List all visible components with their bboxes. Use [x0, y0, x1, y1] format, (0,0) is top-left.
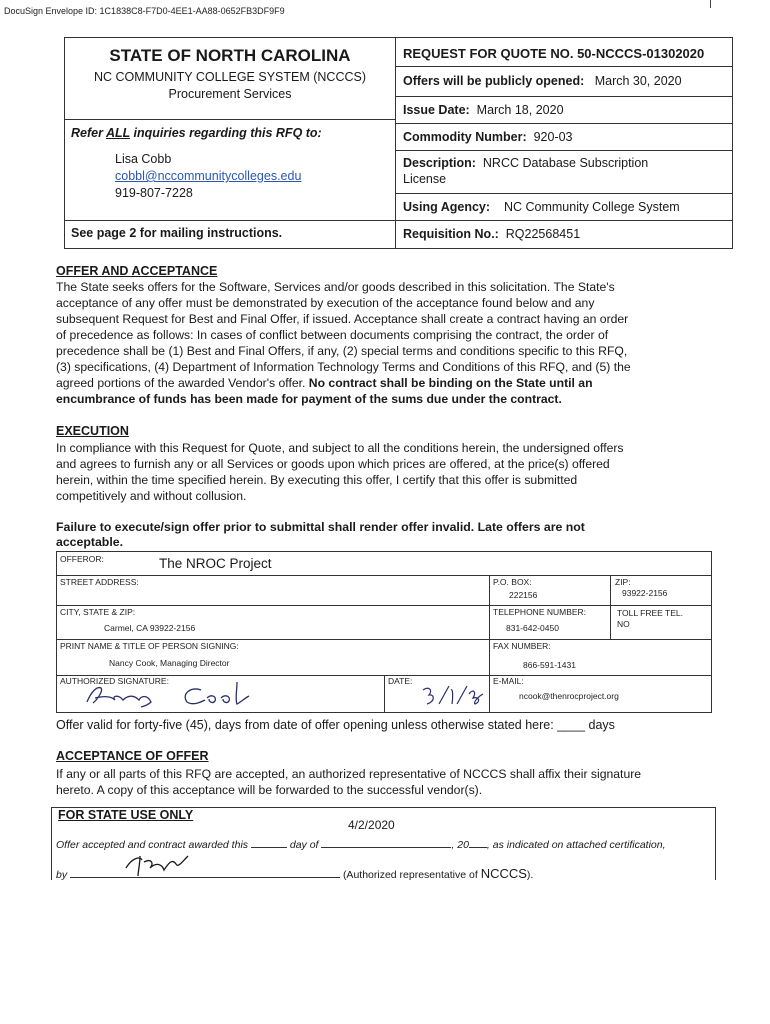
text-line: hereto. A copy of this acceptance will be forwarded to the successful vendor(s).	[56, 783, 483, 797]
header-line	[395, 96, 732, 97]
offer-acceptance-heading: OFFER AND ACCEPTANCE	[56, 264, 218, 278]
pobox-label: P.O. BOX:	[493, 577, 532, 587]
field-label: Using Agency:	[403, 200, 491, 214]
table-line	[57, 605, 711, 606]
field-label: Issue Date:	[403, 103, 470, 117]
signature-date-image[interactable]	[419, 680, 487, 710]
table-line	[57, 575, 711, 576]
description	[403, 156, 648, 170]
field-label: Description:	[403, 156, 476, 170]
auth-text: (Authorized representative of	[342, 869, 481, 881]
acceptance-text	[56, 766, 641, 798]
email-value[interactable]: ncook@thenrocproject.org	[519, 691, 619, 701]
refer-all: ALL	[105, 126, 131, 140]
telephone-value[interactable]: 831-642-0450	[506, 623, 559, 633]
corner-mark	[710, 0, 711, 8]
header-divider	[395, 38, 396, 248]
contact-name: Lisa Cobb	[115, 152, 172, 166]
fax-label: FAX NUMBER:	[493, 641, 551, 651]
refer-text: inquiries regarding this RFQ to:	[130, 126, 322, 140]
email-label: E-MAIL:	[493, 676, 524, 686]
field-label: Requisition No.:	[403, 227, 499, 241]
street-label: STREET ADDRESS:	[60, 577, 139, 587]
offer-validity	[56, 718, 615, 732]
text-line: precedence shall be (1) Best and Final Offers, if any, (2) special terms and conditions specific to this RFQ,	[56, 344, 628, 358]
offeror-name[interactable]: The NROC Project	[159, 556, 272, 571]
description-cont: License	[403, 172, 447, 186]
text-span: agreed portions of the awarded Vendor's offer.	[56, 376, 309, 390]
header-line	[395, 193, 732, 194]
city-label: CITY, STATE & ZIP:	[60, 607, 136, 617]
header-line	[65, 220, 395, 221]
header-line	[395, 123, 732, 124]
refer-inquiries	[71, 126, 322, 140]
by-line	[56, 866, 533, 881]
field-label: Offers will be publicly opened:	[403, 74, 585, 88]
text-line	[56, 375, 704, 391]
state-use-box	[51, 807, 716, 880]
award-text: , 20	[451, 839, 469, 851]
field-value: NRCC Database Subscription	[482, 156, 649, 170]
acceptance-date[interactable]: 4/2/2020	[348, 818, 395, 832]
table-line	[610, 575, 611, 639]
field-value: March 18, 2020	[476, 103, 564, 117]
validity-text: Offer valid for forty-five (45), days from date of offer opening unless otherwise stated here:	[56, 718, 554, 732]
telephone-label: TELEPHONE NUMBER:	[493, 607, 587, 617]
text-bold: No contract shall be binding on the State until an	[308, 376, 593, 390]
table-line	[489, 575, 490, 712]
city-value[interactable]: Carmel, CA 93922-2156	[104, 623, 196, 633]
award-year-blank[interactable]	[469, 847, 487, 848]
state-title: STATE OF NORTH CAROLINA	[109, 46, 351, 65]
print-name-value[interactable]: Nancy Cook, Managing Director	[109, 658, 230, 668]
auth-org: NCCCS	[480, 866, 527, 881]
text-line: acceptance of any offer must be demonstrated by execution of the acceptance found below and any	[56, 296, 595, 310]
text-line: (3) specifications, (4) Department of Information Technology Terms and Conditions of this RFQ, and (5) the	[56, 360, 631, 374]
validity-days-blank[interactable]: ____	[557, 718, 586, 732]
zip-value[interactable]: 93922-2156	[622, 588, 668, 598]
text-line: of precedence as follows: In cases of conflict between documents comprising the contract, the order of	[56, 328, 609, 342]
tollfree-label: TOLL FREE TEL.	[617, 608, 683, 618]
header-line	[395, 150, 732, 151]
award-month-blank[interactable]	[321, 847, 451, 848]
print-name-label: PRINT NAME & TITLE OF PERSON SIGNING:	[60, 641, 239, 651]
signature-image[interactable]	[81, 676, 271, 710]
zip-label: ZIP:	[615, 577, 631, 587]
acceptance-heading: ACCEPTANCE OF OFFER	[56, 749, 209, 763]
award-text: Offer accepted and contract awarded this	[56, 839, 249, 851]
mailing-instructions: See page 2 for mailing instructions.	[71, 226, 283, 240]
header-line	[395, 220, 732, 221]
auth-text: ).	[526, 869, 534, 881]
refer-text: Refer	[71, 126, 106, 140]
table-line	[384, 675, 385, 712]
fax-value[interactable]: 866-591-1431	[523, 660, 576, 670]
field-value: 920-03	[533, 130, 573, 144]
header-line	[65, 119, 395, 120]
award-text: day of	[289, 839, 319, 851]
system-name: NC COMMUNITY COLLEGE SYSTEM (NCCCS)	[93, 70, 366, 84]
contact-email-link[interactable]: cobbl@nccommunitycolleges.edu	[115, 169, 302, 183]
requisition-number	[403, 227, 580, 241]
failure-warning-cont: acceptable.	[56, 535, 123, 549]
department-name: Procurement Services	[168, 87, 292, 101]
rfq-number: REQUEST FOR QUOTE NO. 50-NCCCS-01302020	[403, 46, 705, 61]
authorized-signature-blank[interactable]	[70, 877, 340, 878]
offeror-table	[56, 551, 712, 713]
rfq-header-box	[64, 37, 733, 249]
header-line	[395, 66, 732, 67]
issue-date	[403, 103, 564, 117]
field-label: Commodity Number:	[403, 130, 527, 144]
text-line: The State seeks offers for the Software, Services and/or goods described in this solicitation. The State's	[56, 280, 615, 294]
failure-warning: Failure to execute/sign offer prior to submittal shall render offer invalid. Late offers are not	[56, 520, 585, 534]
contact-phone: 919-807-7228	[115, 186, 193, 200]
pobox-value[interactable]: 222156	[509, 590, 538, 600]
text-line: subsequent Request for Best and Final Offer, if issued. Acceptance shall create a contract having an order	[56, 312, 629, 326]
text-line: encumbrance of funds has been made for payment of the sums due under the contract.	[56, 392, 562, 406]
execution-text	[56, 440, 704, 504]
table-line	[57, 639, 711, 640]
date-label: DATE:	[388, 676, 413, 686]
using-agency	[403, 200, 680, 214]
field-value: NC Community College System	[503, 200, 680, 214]
opening-date	[403, 74, 682, 88]
text-line: and agrees to furnish any or all Services or goods upon which prices are offered, at the price(s) offered	[56, 457, 610, 471]
field-value: RQ22568451	[505, 227, 581, 241]
tollfree-value[interactable]: NO	[617, 619, 630, 629]
commodity-number	[403, 130, 573, 144]
validity-days-unit: days	[588, 718, 615, 732]
text-line: herein, within the time specified herein. By executing this offer, I certify that this offer is submitted	[56, 473, 578, 487]
execution-heading: EXECUTION	[56, 424, 129, 438]
text-line: If any or all parts of this RFQ are accepted, an authorized representative of NCCCS shall affix their signature	[56, 767, 642, 781]
by-text: by	[56, 869, 68, 881]
field-value: March 30, 2020	[594, 74, 682, 88]
signature-label: AUTHORIZED SIGNATURE:	[60, 676, 169, 686]
award-text: , as indicated on attached certification,	[486, 839, 666, 851]
offeror-label: OFFEROR:	[60, 554, 104, 564]
offer-acceptance-text	[56, 279, 704, 407]
state-use-title: FOR STATE USE ONLY	[58, 808, 194, 822]
text-line: In compliance with this Request for Quote, and subject to all the conditions herein, the undersigned offers	[56, 441, 624, 455]
envelope-id: DocuSign Envelope ID: 1C1838C8-F7D0-4EE1-AA88-0652FB3DF9F9	[4, 6, 285, 16]
text-line: competitively and without collusion.	[56, 489, 247, 503]
award-day-blank[interactable]	[251, 847, 287, 848]
